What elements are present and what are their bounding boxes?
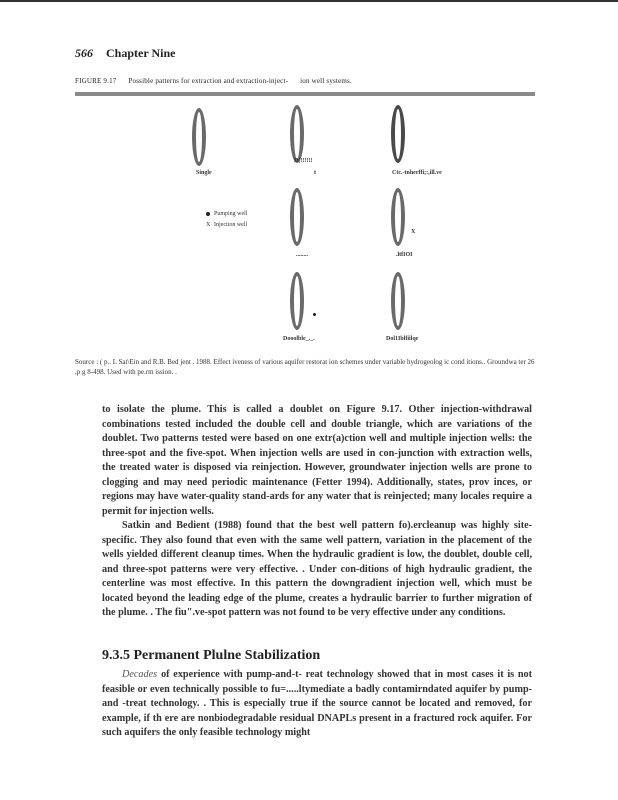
label-doublet: D(!!!!!!: [294, 158, 313, 164]
caption-part-2: Possible patterns for extraction and extraction-inject-: [128, 77, 289, 85]
pumping-well-marker: [313, 313, 316, 316]
label-double-cell: Dooolble_._.: [283, 336, 315, 342]
legend: [206, 209, 248, 231]
injection-well-icon: X: [206, 222, 211, 228]
legend-injection: X Injection well: [206, 220, 248, 231]
label-double-triangle: Dol1Iblfiilqe: [386, 336, 419, 342]
pattern-five-spot-ellipse: [391, 188, 405, 246]
running-header: [75, 46, 175, 61]
legend-pumping: Pumping well: [206, 209, 248, 220]
pattern-triangle-ellipse: [391, 105, 405, 163]
figure-caption: [75, 77, 535, 85]
caption-part-3: ion well systems.: [300, 77, 352, 85]
label-three-spot: ........: [296, 252, 308, 258]
pattern-doublet-ellipse: [290, 105, 304, 163]
caption-part-1: FIGURE 9.17: [75, 77, 117, 85]
paragraph: Satkin and Bedient (1988) found that the best well pattern fo).ercleanup was highly site-specific. They also found that even with the same well pattern, variation in the placement of the wells yielded different cleanup times. When the hydraulic gradient is low, the doublet, double cell, and three-spot patterns were very effective. . Under con-ditions of high hydraulic gradient, the centerline was most effective. In this pattern the downgradient injection well, which must be located beyond the leading edge of the plume, creates a hydraulic barrier to further migration of the plume. . The fiu".ve-spot pattern was not found to be very effective under any conditions.: [102, 520, 532, 618]
body-text: [102, 403, 532, 621]
section-body: [102, 668, 532, 741]
caption-rule: [75, 92, 535, 96]
section-heading: 9.3.5 Permanent Plulne Stabilization: [102, 648, 321, 663]
paragraph: Decades of experience with pump-and-t- reat technology showed that in most cases it is not feasible or even technically possible to fu=.....ltymediate a badly contamirndated aquifer by pump-and -treat technology. . This is especially true if the source cannot be located and removed, for example, if th ere are nonbiodegradable residual DNAPLs present in a fractured rock aquifer. For such aquifers the only feasible technology might: [102, 669, 532, 738]
label-single: Single: [196, 170, 212, 176]
pattern-single-ellipse: [192, 108, 206, 166]
figure-source: Source : ( p.. L Sat\Ein and R.B. Bed jent . 1988. Effect iveness of various aquifer restorat ion schemes under variable hydrogeolog ic cond itions.. Groundwa ter 26 ,p g 8-498. Used with pe.rm ission. .: [75, 358, 535, 376]
pattern-double-triangle-ellipse: [391, 272, 405, 330]
chapter-title: Chapter Nine: [106, 46, 176, 60]
pattern-three-spot-ellipse: [290, 188, 304, 246]
page-number: 566: [75, 46, 93, 60]
label-five-spot-x: X: [411, 229, 416, 235]
label-five-spot: .ltfIOI: [396, 252, 413, 258]
lead-word: Decades: [122, 669, 158, 680]
top-rule: [0, 0, 618, 2]
pumping-well-icon: [206, 212, 210, 216]
pattern-double-cell-ellipse: [290, 272, 304, 330]
label-triangle: Ctc.-tnherffi;:,ill.ve: [392, 170, 442, 176]
paragraph: to isolate the plume. This is called a doublet on Figure 9.17. Other injection-withdrawal combinations tested included the double cell and double triangle, which are variations of the doublet. Two patterns tested were based on one extr(a)ction well and multiple injection wells: the three-spot and the five-spot. When injection wells are used in con-junction with extraction wells, the treated water is disposed via reinjection. However, groundwater injection wells are prone to clogging and may need periodic maintenance (Fetter 1994). Additionally, states, prov inces, or regions may have water-quality stand-ards for any water that is reinjected; many locales require a permit for injection wells.: [102, 404, 532, 517]
label-doublet-t: t: [314, 170, 316, 176]
